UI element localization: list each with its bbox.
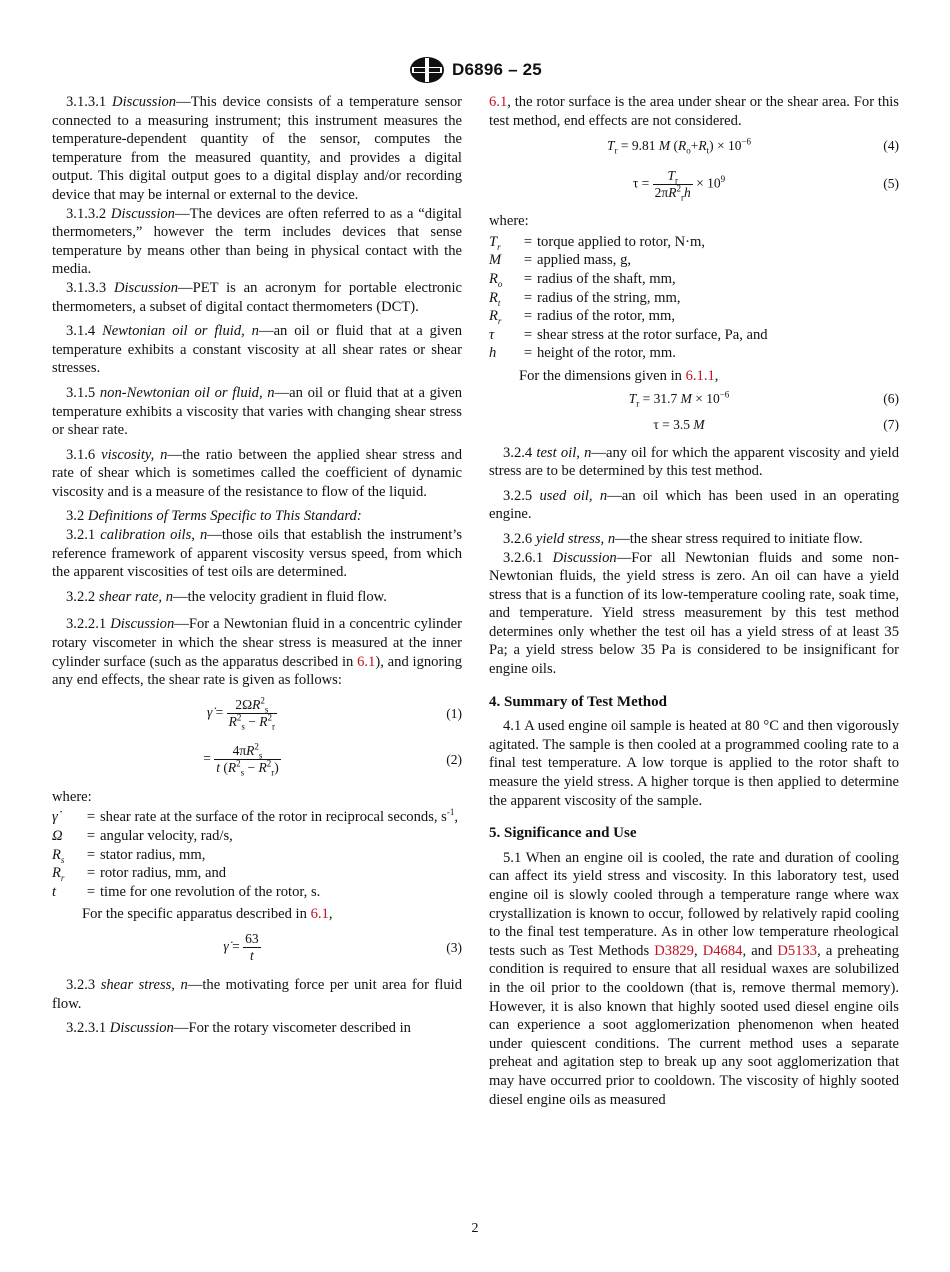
- link-6-1[interactable]: 6.1: [357, 653, 376, 670]
- def-symbol: $T_r$: [489, 233, 501, 252]
- link-6-1-1[interactable]: 6.1.1: [685, 367, 715, 384]
- para-3-1-3-1: 3.1.3.1 Discussion—This device consists of a temperature sensor connected to a measuring instrument; this instrument measures the temperature-dependent quantity of the sensor, computes the temperature from the measured quantity, and provides a digital output. This digital output goes to a digital display and/or recording device that may be internal or external to the device.: [52, 94, 462, 203]
- para-3-1-3-3: 3.1.3.3 Discussion—PET is an acronym for portable electronic thermometers, a subset of digital contact thermometers (DCT).: [52, 279, 463, 315]
- def-symbol: $R_r$: [52, 865, 65, 884]
- def-text: angular velocity, rad/s,: [100, 828, 233, 844]
- def-text: radius of the rotor, mm,: [537, 308, 676, 325]
- para-3-2-6: 3.2.6 yield stress, n—the shear stress required to initiate flow.: [503, 530, 863, 547]
- equation-4: $T_r = 9.81$ M $(R_o+R_t) \times 10^{-6}$ (4): [606, 136, 899, 156]
- def-symbol: $R_t$: [489, 289, 501, 308]
- def-text: torque applied to rotor, N·m,: [537, 233, 706, 250]
- page-header: [0, 55, 950, 85]
- def-text: radius of the string, mm,: [537, 289, 681, 306]
- right-column: [489, 93, 899, 1109]
- para-dimensions: For the dimensions given in 6.1.1,: [519, 367, 719, 384]
- left-column: [52, 93, 462, 1038]
- section-4-heading: 4. Summary of Test Method: [489, 693, 667, 710]
- def-text: time for one revolution of the rotor, s.: [100, 883, 321, 900]
- equation-number: (5): [883, 175, 899, 191]
- para-3-2-3: 3.2.3 shear stress, n—the motivating force per unit area for fluid flow.: [52, 976, 462, 1012]
- para-3-2: 3.2 Definitions of Terms Specific to This Standard:: [66, 508, 362, 525]
- para-3-2-3-1-cont: 6.1, the rotor surface is the area under shear or the shear area. For this test method, end effects are not considered.: [489, 94, 899, 129]
- equation-number: (6): [883, 391, 899, 407]
- equation-6: $T_r = 31.7$ $M \times 10^{-6}$ (6): [628, 389, 899, 409]
- astm-logo-icon: [408, 55, 446, 85]
- para-3-2-3-1: 3.2.3.1 Discussion—For the rotary viscometer described in: [66, 1020, 411, 1037]
- equation-7: τ = 3.5 M (7): [489, 414, 899, 438]
- section-5-heading: 5. Significance and Use: [489, 825, 637, 842]
- def-text: radius of the shaft, mm,: [537, 270, 676, 287]
- para-4-1: 4.1 A used engine oil sample is heated at 80 °C and then vigorously agitated. The sample is then cooled at a programmed cooling rate to a final test temperature. A low torque is applied to the rotor shaft to measure the yield stress. A higher torque is then applied to determine the apparent viscosity of the sample.: [489, 718, 899, 809]
- def-text: stator radius, mm,: [100, 846, 206, 863]
- para-5-1: 5.1 When an engine oil is cooled, the rate and duration of cooling can affect its yield stress and viscosity. In this laboratory test, used engine oil is slowly cooled through a temperature range where wax crystallization is known to occur, followed by relatively rapid cooling to the final test temperature. As in other low temperature rheological tests such as Test Methods D3829, D4684, and D5133, a preheating condition is required to ensure that all residual waxes are solubilized in the oil prior to the cooldown (that is, remove thermal memory). However, it is also known that highly sooted used diesel engine oils can experience a soot agglomerization phenomenon when heated under quiescent conditions. The current method uses a separate preheat and agitation step to break up any soot agglomerization that may have occurred prior to cooldown. The viscosity of highly sooted diesel engine oils as measured: [489, 849, 899, 1108]
- def-symbol: h: [489, 345, 497, 362]
- def-text: height of the rotor, mm.: [537, 345, 676, 362]
- equation-3: γ̇ = $\frac{63}{t}$ (3): [223, 931, 462, 964]
- def-text: rotor radius, mm, and: [100, 865, 227, 882]
- para-3-1-5: 3.1.5 non-Newtonian oil or fluid, n—an oil or fluid that at a given temperature exhibits a viscosity that varies with changing shear stress or shear rate.: [52, 384, 462, 439]
- equation-number: (1): [446, 705, 462, 721]
- para-3-2-4: 3.2.4 test oil, n—any oil for which the apparent viscosity and yield stress are to be determined by this test method.: [489, 444, 899, 480]
- def-symbol: γ̇: [52, 809, 58, 826]
- def-symbol: Ω: [52, 828, 63, 844]
- page-number: 2: [471, 1221, 479, 1236]
- link-6-1[interactable]: 6.1: [489, 94, 508, 110]
- where-label: where:: [52, 788, 92, 805]
- para-3-2-1: 3.2.1 calibration oils, n—those oils that establish the instrument’s reference framework of apparent viscosity versus speed, from which the apparent viscosities of test oils are determined.: [52, 527, 462, 581]
- para-3-2-2-1: 3.2.2.1 Discussion—For a Newtonian fluid in a concentric cylinder rotary viscometer in which the shear stress is measured at the inner cylinder surface (such as the apparatus described in 6.1), and ignoring any end effects, the shear rate is given as follows:: [52, 616, 462, 689]
- def-symbol: $R_s$: [52, 846, 65, 865]
- para-3-2-5: 3.2.5 used oil, n—an oil which has been used in an operating engine.: [489, 487, 899, 523]
- link-d4684[interactable]: D4684: [702, 942, 743, 959]
- equation-5: τ = $\frac{T_r}{2\pi R^2_rh}$ × $10^9$ (5): [632, 167, 899, 203]
- symbol-definitions: $T_r$ = torque applied to rotor, N·m, M = applied mass, g, $R_o$ = radius of the shaft, mm, $R_t$ = radius of the string, mm, $R_r$ = radius of the rotor, mm, τ = shear stress at the rotor surface, Pa, and h = height of the rotor, mm.: [489, 233, 899, 363]
- designation: D6896 – 25: [452, 59, 542, 79]
- equation-number: (2): [446, 751, 462, 767]
- equation-1: γ̇ = $\frac{2\Omega R^2_s}{R^2_s - R^2_r}$ (1): [206, 695, 462, 732]
- para-3-2-2: 3.2.2 shear rate, n—the velocity gradient in fluid flow.: [66, 588, 387, 605]
- def-symbol: M: [489, 252, 502, 269]
- symbol-definitions: γ̇ = shear rate at the surface of the rotor in reciprocal seconds, $s^{-1}$, Ω = angular velocity, rad/s, $R_s$ = stator radius, mm, $R_r$ = rotor radius, mm, and t = time for one revolution of the rotor, s.: [52, 808, 462, 901]
- link-d5133[interactable]: D5133: [777, 942, 818, 959]
- where-label: where:: [489, 213, 529, 230]
- para-specific-apparatus: For the specific apparatus described in 6.1,: [82, 906, 333, 923]
- def-symbol: $R_r$: [489, 308, 502, 327]
- para-3-1-6: 3.1.6 viscosity, n—the ratio between the applied shear stress and rate of shear which is sometimes called the coefficient of dynamic viscosity and is a measure of the resistance to flow of the liquid.: [52, 446, 462, 500]
- def-text: applied mass, g,: [537, 252, 632, 269]
- def-text: shear stress at the rotor surface, Pa, and: [537, 326, 768, 343]
- link-6-1[interactable]: 6.1: [310, 906, 329, 923]
- para-3-1-3-2: 3.1.3.2 Discussion—The devices are often referred to as a “digital thermometers,” however the term includes devices that sense temperature by means other than being in physical contact with the media.: [52, 205, 462, 278]
- para-3-2-6-1: 3.2.6.1 Discussion—For all Newtonian fluids and some non-Newtonian fluids, the yield stress is zero. An oil can have a yield stress that is a function of its low-temperature cooling rate, soak time, and temperature. Yield stress measurement by this test method determines only whether the test oil has a yield stress of at least 35 Pa; a yield stress below 35 Pa is considered to be insignificant for engine oils.: [489, 549, 899, 678]
- equation-number: (3): [446, 939, 462, 955]
- def-symbol: τ: [489, 326, 495, 343]
- equation-number: (7): [883, 417, 899, 433]
- def-symbol: $R_o$: [489, 270, 503, 289]
- para-3-1-4: 3.1.4 Newtonian oil or fluid, n—an oil or fluid that at a given temperature exhibits a constant viscosity at all shear rates or shear stresses.: [52, 323, 462, 377]
- link-d3829[interactable]: D3829: [654, 942, 694, 959]
- def-symbol: t: [52, 883, 57, 900]
- equation-number: (4): [883, 137, 899, 153]
- def-text: shear rate at the surface of the rotor in reciprocal seconds, $s^{-1}$,: [100, 807, 459, 826]
- equation-2: = $\frac{4\pi R^2_s}{t (R^2_s - R^2_r)}$ (2): [203, 741, 462, 778]
